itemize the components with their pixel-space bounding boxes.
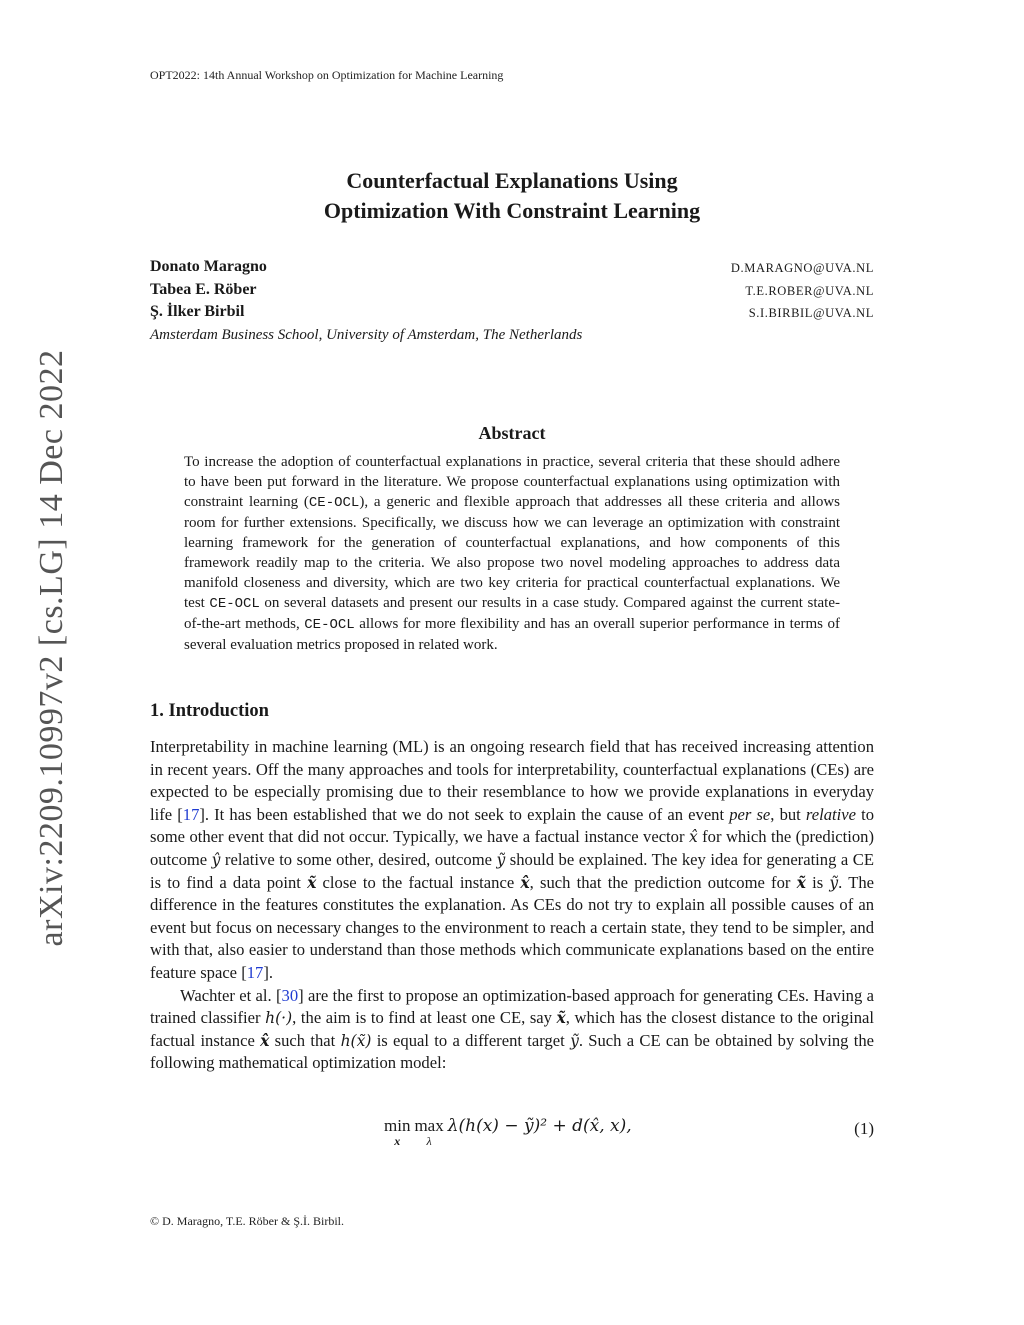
arxiv-identifier[interactable]: arXiv:2209.10997v2 [cs.LG] 14 Dec 2022 [33, 349, 70, 947]
math-symbol: h(x̃) [340, 1031, 372, 1050]
equation-number: (1) [854, 1119, 874, 1138]
author-name: Ş. İlker Birbil [150, 303, 245, 320]
introduction-body [150, 736, 874, 1075]
section-heading-introduction: 1. Introduction [150, 701, 269, 721]
paper-title-line-1: Counterfactual Explanations Using [346, 168, 678, 193]
author-email[interactable]: S.I.BIRBIL@UVA.NL [748, 306, 874, 320]
paper-title-line-2: Optimization With Constraint Learning [323, 198, 701, 223]
math-symbol: ỹ [570, 1031, 579, 1050]
author-name: Donato Maragno [150, 258, 267, 275]
math-symbol: ŷ [211, 850, 221, 869]
copyright-footer: © D. Maragno, T.E. Röber & Ş.İ. Birbil. [150, 1214, 344, 1228]
math-symbol: x̃ [556, 1008, 566, 1028]
citation-link[interactable]: 17 [246, 962, 264, 982]
citation-link[interactable]: 30 [281, 985, 299, 1005]
citation-link[interactable]: 17 [182, 804, 200, 824]
max-operator: max λ [414, 1116, 444, 1148]
running-header: OPT2022: 14th Annual Workshop on Optimization for Machine Learning [150, 68, 504, 82]
method-name: CE-OCL [308, 495, 360, 511]
paragraph: Interpretability in machine learning (ML) is an ongoing research field that has received increasing attention in recent years. Off the many approaches and tools for interpretability, counterfactual explanations (CEs) are expected to be especially promising due to their resemblance to how we provide explanations in everyday life [17]. It has been established that we do not seek to explain the cause of an event per se, but relative to some other event that did not occur. Typically, we have a factual instance vector x̂ for which the (prediction) outcome ŷ relative to some other, desired, outcome ỹ should be explained. The key idea for generating a CE is to find a data point x̃ close to the factual instance x̂, such that the prediction outcome for x̃ is ỹ. The difference in the features constitutes the explanation. As CEs do not try to explain all possible causes of an event but focus on necessary changes to the environment to reach a certain state, they tend to be simpler, and with that, also easier to understand than those methods which communicate explanations based on the entire feature space [17]. [150, 737, 875, 982]
equation-body: λ(h(x) − ỹ)² + d(x̂, x), [447, 1116, 632, 1136]
paragraph: Wachter et al. [30] are the first to propose an optimization-based approach for generating CEs. Having a trained classifier h(·), the aim is to find at least one CE, say x̃, which has the closest distance to the original factual instance x̂ such that h(x̃) is equal to a different target ỹ. Such a CE can be obtained by solving the following mathematical optimization model: [150, 985, 874, 1073]
min-operator: min x [384, 1116, 411, 1148]
abstract-text: To increase the adoption of counterfactual explanations in practice, several criteria that these should adhere to have been put forward in the literature. We propose counterfactual explanations using optimization with constraint learning (CE-OCL), a generic and flexible approach that addresses all these criteria and allows room for further extensions. Specifically, we discuss how we can leverage an optimization with constraint learning framework for the generation of counterfactual explanations, and how components of this framework readily map to the criteria. We also propose two novel modeling approaches to address data manifold closeness and diversity, which are two key criteria for practical counterfactual explanations. We test CE-OCL on several datasets and present our results in a case study. Compared against the current state-of-the-art methods, CE-OCL allows for more flexibility and has an overall superior performance in terms of several evaluation metrics proposed in related work. [184, 454, 840, 653]
method-name: CE-OCL [304, 617, 355, 633]
author-email[interactable]: T.E.ROBER@UVA.NL [745, 284, 874, 298]
math-symbol: x̂ [520, 872, 530, 892]
author-email[interactable]: D.MARAGNO@UVA.NL [730, 261, 874, 275]
math-symbol: ỹ [496, 850, 506, 869]
affiliation: Amsterdam Business School, University of Amsterdam, The Netherlands [150, 327, 583, 343]
math-symbol: x̂ [688, 828, 698, 847]
math-symbol: x̃ [796, 872, 806, 892]
math-symbol: h(·) [265, 1009, 293, 1028]
abstract-heading: Abstract [478, 423, 546, 443]
author-name: Tabea E. Röber [150, 281, 257, 298]
math-symbol: x̂ [260, 1030, 270, 1050]
equation-1 [384, 1116, 632, 1146]
math-symbol: x̃ [307, 872, 317, 892]
math-symbol: ỹ [829, 873, 839, 892]
method-name: CE-OCL [209, 596, 260, 612]
